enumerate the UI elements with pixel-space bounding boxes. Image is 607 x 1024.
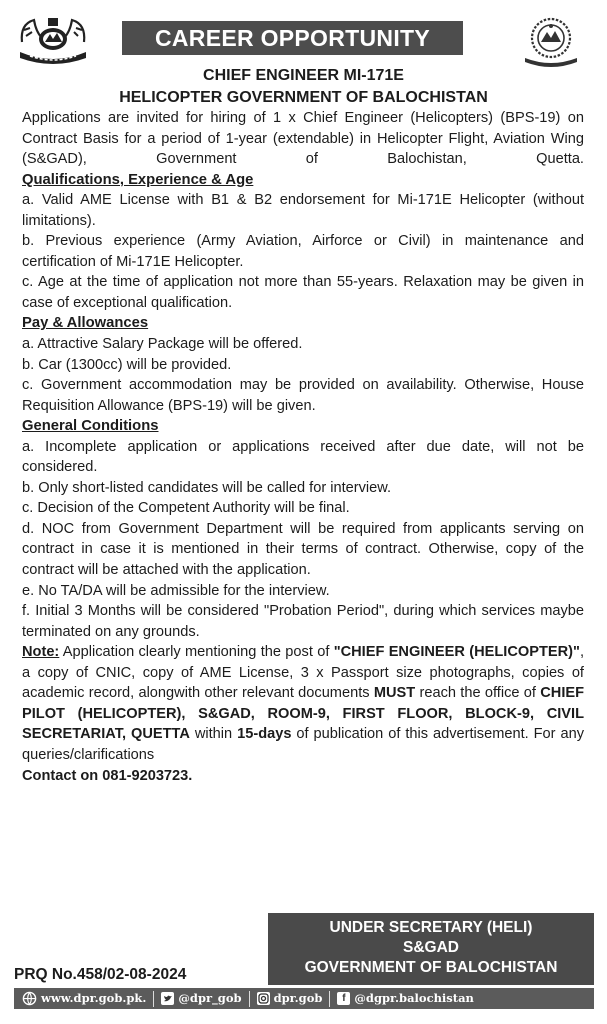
signature-block [268,913,594,985]
balochistan-government-logo-icon [519,14,583,68]
footer-divider [329,991,330,1007]
note-office-address: CHIEF PILOT (HELICOPTER), S&GAD, ROOM-9, FIRST FLOOR, BLOCK-9, CIVIL SECRETARIAT, QUETTA [22,685,585,743]
condition-item: d. NOC from Government Department will be required from applicants serving on contract in case it is mentioned in their terms of contract. Otherwise, copy of the contract will be attached with the application. [22,520,584,579]
note-paragraph [22,642,584,765]
note-text: Application clearly mentioning the post of [59,644,334,661]
note-deadline: 15-days [237,726,292,743]
signatory-department: S&GAD [403,939,459,956]
job-title: CHIEF ENGINEER MI-171E [203,67,404,84]
pay-item: b. Car (1300cc) will be provided. [22,356,232,373]
instagram-handle[interactable]: dpr.gob [273,991,323,1005]
advertisement-body [22,108,584,786]
website-link[interactable]: www.dpr.gob.pk. [41,991,147,1005]
facebook-icon: f [337,992,350,1005]
signatory-title: UNDER SECRETARY (HELI) [329,919,533,936]
twitter-handle[interactable]: @dpr_gob [178,991,242,1005]
qualification-item: a. Valid AME License with B1 & B2 endorsement for Mi-171E Helicopter (without limitations). [22,192,584,229]
note-text: , a copy of CNIC, copy of AME License, 3 x Passport size photographs, copies of academic record, alongwith other relevant documents [22,644,584,702]
condition-item: e. No TA/DA will be admissible for the interview. [22,582,330,599]
note-post-name: "CHIEF ENGINEER (HELICOPTER)" [333,644,580,661]
qualification-item: b. Previous experience (Army Aviation, Airforce or Civil) in maintenance and certification of Mi-171E Helicopter. [22,233,584,270]
note-label: Note: [22,644,60,661]
footer-divider [153,991,154,1007]
instagram-icon [257,992,270,1005]
twitter-icon [161,992,174,1005]
qualifications-heading: Qualifications, Experience & Age [22,171,254,188]
condition-item: a. Incomplete application or applications received after due date, will not be considered. [22,438,584,476]
banner-title: CAREER OPPORTUNITY [122,21,463,55]
signatory-government: GOVERNMENT OF BALOCHISTAN [304,959,558,976]
contact-line: Contact on 081-9203723. [22,767,193,784]
condition-item: c. Decision of the Competent Authority will be final. [22,500,350,517]
qualification-item: c. Age at the time of application not more than 55-years. Relaxation may be given in case of exceptional qualification. [22,274,584,311]
prq-number: PRQ No.458/02-08-2024 [14,966,187,983]
globe-icon [22,991,37,1006]
footer-twitter[interactable] [161,988,241,1009]
footer-divider [249,991,250,1007]
condition-item: f. Initial 3 Months will be considered "Probation Period", during which services maybe terminated on any grounds. [22,603,584,640]
balochistan-emblem-icon [16,12,90,66]
note-text: reach the office of [415,685,541,702]
intro-paragraph: Applications are invited for hiring of 1 x Chief Engineer (Helicopters) (BPS-19) on Contract Basis for a period of 1-year (extendable) in Helicopter Flight, Aviation Wing (S&GAD), Government of Balochistan, Quetta. [22,110,584,168]
pay-item: c. Government accommodation may be provided on availability. Otherwise, House Requisition Allowance (BPS-19) will be given. [22,377,584,414]
conditions-heading: General Conditions [22,418,159,435]
condition-item: b. Only short-listed candidates will be called for interview. [22,479,392,496]
facebook-handle[interactable]: @dgpr.balochistan [354,991,474,1005]
footer-website[interactable] [22,988,146,1009]
footer-facebook[interactable] [337,988,474,1009]
note-text: within [189,726,238,743]
department-title: HELICOPTER GOVERNMENT OF BALOCHISTAN [119,89,488,106]
footer-bar [14,988,594,1009]
footer-instagram[interactable] [257,988,323,1009]
note-must: MUST [373,685,416,702]
pay-item: a. Attractive Salary Package will be offered. [22,336,303,353]
note-text: of publication of this advertisement. For any queries/clarifications [22,726,585,763]
pay-heading: Pay & Allowances [22,315,149,332]
